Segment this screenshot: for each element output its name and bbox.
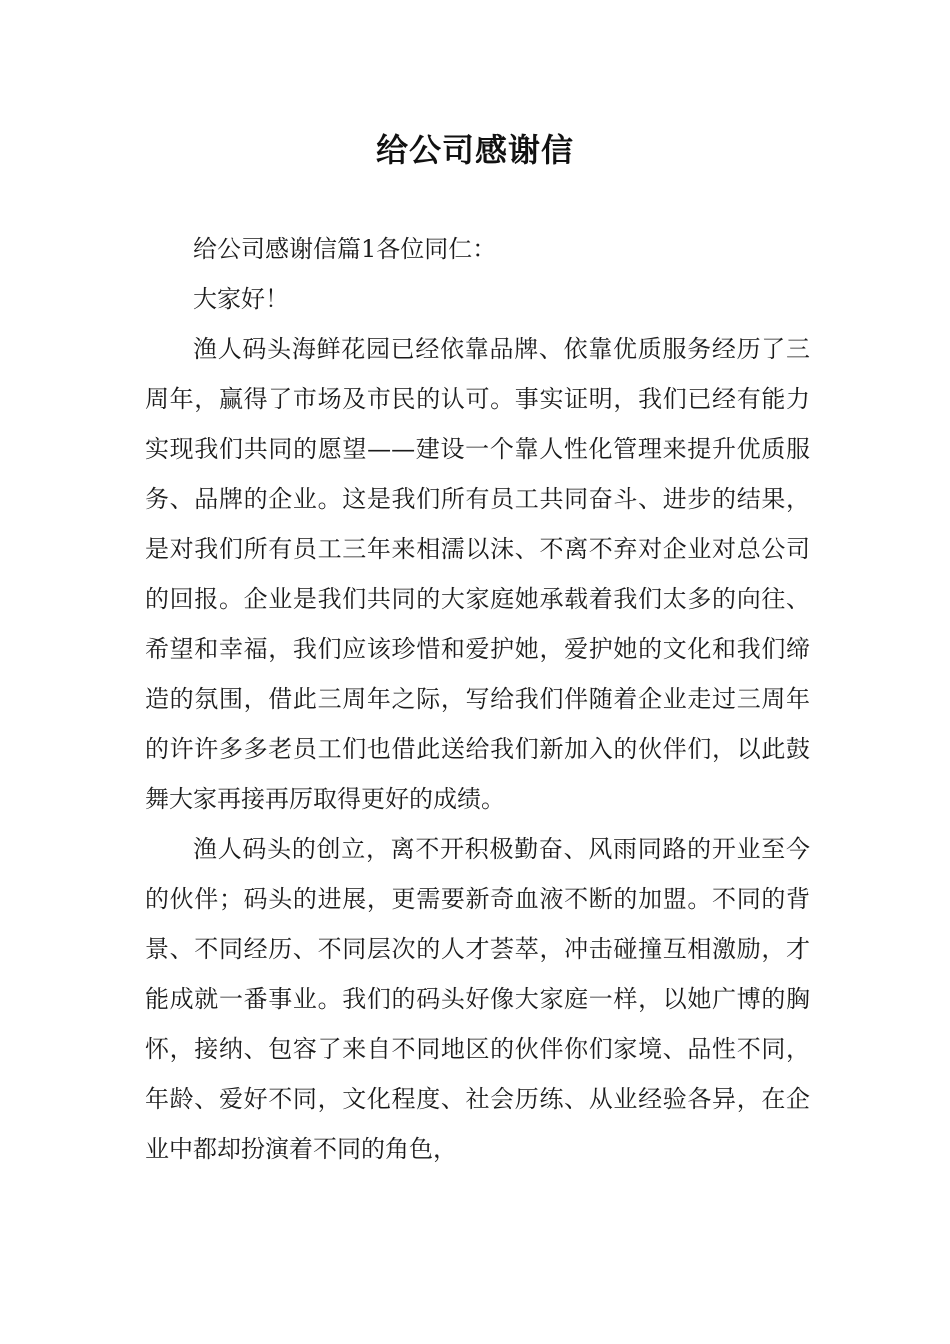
paragraph-body-2: 渔人码头的创立，离不开积极勤奋、风雨同路的开业至今的伙伴；码头的进展，更需要新奇血液不断的加盟。不同的背景、不同经历、不同层次的人才荟萃，冲击碰撞互相激励，才能成就一番事业。我们的码头好像大家庭一样，以她广博的胸怀，接纳、包容了来自不同地区的伙伴你们家境、品性不同，年龄、爱好不同，文化程度、社会历练、从业经验各异，在企业中都却扮演着不同的角色， xyxy=(145,835,810,1163)
document-body xyxy=(145,224,810,1174)
paragraph-body-1: 渔人码头海鲜花园已经依靠品牌、依靠优质服务经历了三周年，赢得了市场及市民的认可。事实证明，我们已经有能力实现我们共同的愿望——建设一个靠人性化管理来提升优质服务、品牌的企业。这是我们所有员工共同奋斗、进步的结果，是对我们所有员工三年来相濡以沫、不离不弃对企业对总公司的回报。企业是我们共同的大家庭她承载着我们太多的向往、希望和幸福，我们应该珍惜和爱护她，爱护她的文化和我们缔造的氛围，借此三周年之际，写给我们伴随着企业走过三周年的许许多多老员工们也借此送给我们新加入的伙伴们，以此鼓舞大家再接再厉取得更好的成绩。 xyxy=(145,335,810,813)
document-title: 给公司感谢信 xyxy=(375,131,574,169)
paragraph-salutation: 给公司感谢信篇1各位同仁： xyxy=(193,235,497,263)
paragraph-greeting: 大家好！ xyxy=(193,285,289,313)
